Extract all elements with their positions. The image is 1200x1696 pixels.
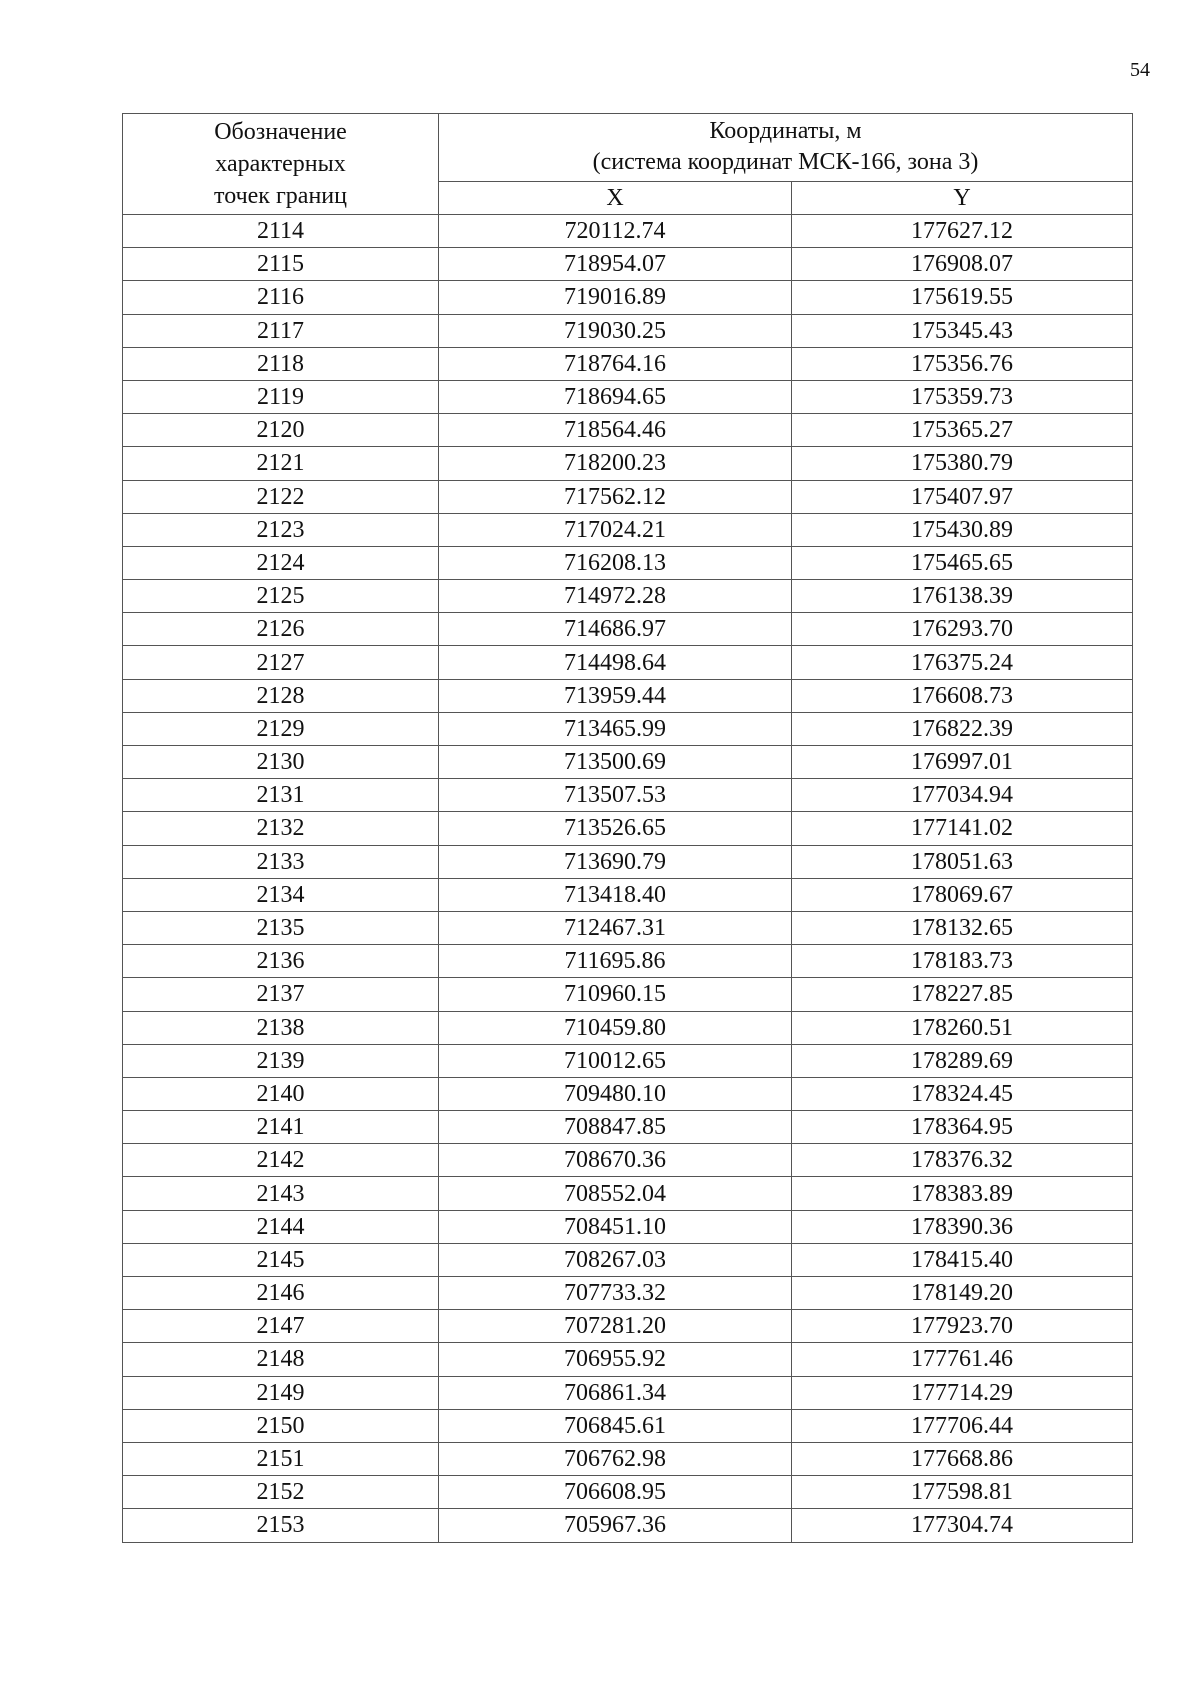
table-body — [123, 215, 1133, 1543]
point-cell: 2153 — [123, 1509, 439, 1542]
table-row — [123, 513, 1133, 546]
y-cell: 175465.65 — [792, 546, 1133, 579]
table-row — [123, 281, 1133, 314]
x-cell: 708267.03 — [439, 1243, 792, 1276]
point-cell: 2147 — [123, 1310, 439, 1343]
x-cell: 713959.44 — [439, 679, 792, 712]
x-cell: 710960.15 — [439, 978, 792, 1011]
table-row — [123, 1210, 1133, 1243]
table-row — [123, 878, 1133, 911]
table-row — [123, 1310, 1133, 1343]
y-cell: 176908.07 — [792, 248, 1133, 281]
point-cell: 2119 — [123, 380, 439, 413]
header-y: Y — [792, 181, 1133, 214]
y-cell: 178390.36 — [792, 1210, 1133, 1243]
y-cell: 177141.02 — [792, 812, 1133, 845]
point-cell: 2145 — [123, 1243, 439, 1276]
x-cell: 713418.40 — [439, 878, 792, 911]
point-cell: 2135 — [123, 911, 439, 944]
x-cell: 710012.65 — [439, 1044, 792, 1077]
page-number: 54 — [1130, 59, 1150, 81]
x-cell: 714498.64 — [439, 646, 792, 679]
point-cell: 2129 — [123, 712, 439, 745]
x-cell: 713690.79 — [439, 845, 792, 878]
table-row — [123, 911, 1133, 944]
point-cell: 2138 — [123, 1011, 439, 1044]
x-cell: 714686.97 — [439, 613, 792, 646]
table-row — [123, 215, 1133, 248]
x-cell: 710459.80 — [439, 1011, 792, 1044]
y-cell: 176822.39 — [792, 712, 1133, 745]
point-cell: 2115 — [123, 248, 439, 281]
table-row — [123, 679, 1133, 712]
y-cell: 178260.51 — [792, 1011, 1133, 1044]
point-cell: 2132 — [123, 812, 439, 845]
point-cell: 2125 — [123, 580, 439, 613]
x-cell: 719016.89 — [439, 281, 792, 314]
y-cell: 175430.89 — [792, 513, 1133, 546]
table-row — [123, 480, 1133, 513]
table-row — [123, 1144, 1133, 1177]
table-row — [123, 746, 1133, 779]
y-cell: 177034.94 — [792, 779, 1133, 812]
point-cell: 2139 — [123, 1044, 439, 1077]
point-cell: 2134 — [123, 878, 439, 911]
point-cell: 2114 — [123, 215, 439, 248]
x-cell: 708670.36 — [439, 1144, 792, 1177]
y-cell: 176138.39 — [792, 580, 1133, 613]
x-cell: 718954.07 — [439, 248, 792, 281]
table-row — [123, 546, 1133, 579]
table-row — [123, 1442, 1133, 1475]
x-cell: 716208.13 — [439, 546, 792, 579]
y-cell: 178149.20 — [792, 1277, 1133, 1310]
table-row — [123, 646, 1133, 679]
table-row — [123, 1509, 1133, 1542]
point-cell: 2123 — [123, 513, 439, 546]
x-cell: 708552.04 — [439, 1177, 792, 1210]
header-coordinates-line-1: Координаты, м — [709, 118, 862, 145]
table-row — [123, 314, 1133, 347]
x-cell: 709480.10 — [439, 1077, 792, 1110]
header-x: X — [439, 181, 792, 214]
x-cell: 705967.36 — [439, 1509, 792, 1542]
point-cell: 2130 — [123, 746, 439, 779]
table-row — [123, 1409, 1133, 1442]
y-cell: 175407.97 — [792, 480, 1133, 513]
point-cell: 2122 — [123, 480, 439, 513]
table-row — [123, 1343, 1133, 1376]
point-cell: 2140 — [123, 1077, 439, 1110]
point-cell: 2143 — [123, 1177, 439, 1210]
table-row — [123, 1077, 1133, 1110]
point-cell: 2121 — [123, 447, 439, 480]
y-cell: 175359.73 — [792, 380, 1133, 413]
point-cell: 2148 — [123, 1343, 439, 1376]
x-cell: 706762.98 — [439, 1442, 792, 1475]
x-cell: 714972.28 — [439, 580, 792, 613]
point-cell: 2136 — [123, 945, 439, 978]
point-cell: 2146 — [123, 1277, 439, 1310]
point-cell: 2116 — [123, 281, 439, 314]
y-cell: 178051.63 — [792, 845, 1133, 878]
y-cell: 178227.85 — [792, 978, 1133, 1011]
x-cell: 707281.20 — [439, 1310, 792, 1343]
y-cell: 178364.95 — [792, 1111, 1133, 1144]
table-row — [123, 1111, 1133, 1144]
table-row — [123, 1011, 1133, 1044]
x-cell: 718564.46 — [439, 414, 792, 447]
y-cell: 176375.24 — [792, 646, 1133, 679]
y-cell: 175356.76 — [792, 347, 1133, 380]
x-cell: 718200.23 — [439, 447, 792, 480]
x-cell: 713465.99 — [439, 712, 792, 745]
table-row — [123, 1243, 1133, 1276]
y-cell: 177304.74 — [792, 1509, 1133, 1542]
x-cell: 718694.65 — [439, 380, 792, 413]
table-row — [123, 779, 1133, 812]
y-cell: 177598.81 — [792, 1476, 1133, 1509]
table-row — [123, 1476, 1133, 1509]
point-cell: 2133 — [123, 845, 439, 878]
header-point-line-3: точек границ — [214, 183, 347, 209]
coordinates-table — [122, 113, 1133, 1543]
table-row — [123, 414, 1133, 447]
x-cell: 717024.21 — [439, 513, 792, 546]
point-cell: 2137 — [123, 978, 439, 1011]
y-cell: 178324.45 — [792, 1077, 1133, 1110]
x-cell: 708847.85 — [439, 1111, 792, 1144]
x-cell: 706608.95 — [439, 1476, 792, 1509]
table-header — [123, 114, 1133, 215]
header-point-line-1: Обозначение — [214, 119, 347, 145]
y-cell: 177668.86 — [792, 1442, 1133, 1475]
table-row — [123, 845, 1133, 878]
point-cell: 2124 — [123, 546, 439, 579]
point-cell: 2150 — [123, 1409, 439, 1442]
y-cell: 178383.89 — [792, 1177, 1133, 1210]
table-row — [123, 1376, 1133, 1409]
table-row — [123, 1044, 1133, 1077]
y-cell: 176293.70 — [792, 613, 1133, 646]
y-cell: 175345.43 — [792, 314, 1133, 347]
x-cell: 713500.69 — [439, 746, 792, 779]
y-cell: 176608.73 — [792, 679, 1133, 712]
table-row — [123, 248, 1133, 281]
x-cell: 706861.34 — [439, 1376, 792, 1409]
table-row — [123, 613, 1133, 646]
table-row — [123, 380, 1133, 413]
table-row — [123, 712, 1133, 745]
point-cell: 2128 — [123, 679, 439, 712]
point-cell: 2127 — [123, 646, 439, 679]
table-row — [123, 1277, 1133, 1310]
point-cell: 2144 — [123, 1210, 439, 1243]
point-cell: 2142 — [123, 1144, 439, 1177]
y-cell: 178376.32 — [792, 1144, 1133, 1177]
y-cell: 175365.27 — [792, 414, 1133, 447]
y-cell: 176997.01 — [792, 746, 1133, 779]
header-point-designation — [123, 114, 439, 215]
x-cell: 706845.61 — [439, 1409, 792, 1442]
point-cell: 2126 — [123, 613, 439, 646]
y-cell: 177923.70 — [792, 1310, 1133, 1343]
point-cell: 2120 — [123, 414, 439, 447]
y-cell: 178183.73 — [792, 945, 1133, 978]
x-cell: 717562.12 — [439, 480, 792, 513]
point-cell: 2151 — [123, 1442, 439, 1475]
table-row — [123, 812, 1133, 845]
y-cell: 175619.55 — [792, 281, 1133, 314]
x-cell: 706955.92 — [439, 1343, 792, 1376]
point-cell: 2131 — [123, 779, 439, 812]
x-cell: 711695.86 — [439, 945, 792, 978]
x-cell: 720112.74 — [439, 215, 792, 248]
y-cell: 178132.65 — [792, 911, 1133, 944]
x-cell: 713507.53 — [439, 779, 792, 812]
header-coordinates-line-2: (система координат МСК-166, зона 3) — [592, 149, 979, 176]
y-cell: 175380.79 — [792, 447, 1133, 480]
header-point-line-2: характерных — [215, 151, 346, 177]
point-cell: 2117 — [123, 314, 439, 347]
y-cell: 178415.40 — [792, 1243, 1133, 1276]
x-cell: 719030.25 — [439, 314, 792, 347]
table-row — [123, 1177, 1133, 1210]
y-cell: 178289.69 — [792, 1044, 1133, 1077]
table-row — [123, 447, 1133, 480]
y-cell: 177761.46 — [792, 1343, 1133, 1376]
point-cell: 2152 — [123, 1476, 439, 1509]
table-row — [123, 978, 1133, 1011]
point-cell: 2118 — [123, 347, 439, 380]
y-cell: 177714.29 — [792, 1376, 1133, 1409]
y-cell: 178069.67 — [792, 878, 1133, 911]
header-coordinates — [439, 114, 1133, 182]
x-cell: 718764.16 — [439, 347, 792, 380]
x-cell: 713526.65 — [439, 812, 792, 845]
x-cell: 707733.32 — [439, 1277, 792, 1310]
table-row — [123, 347, 1133, 380]
y-cell: 177706.44 — [792, 1409, 1133, 1442]
y-cell: 177627.12 — [792, 215, 1133, 248]
table-row — [123, 580, 1133, 613]
table-row — [123, 945, 1133, 978]
x-cell: 712467.31 — [439, 911, 792, 944]
point-cell: 2141 — [123, 1111, 439, 1144]
point-cell: 2149 — [123, 1376, 439, 1409]
x-cell: 708451.10 — [439, 1210, 792, 1243]
